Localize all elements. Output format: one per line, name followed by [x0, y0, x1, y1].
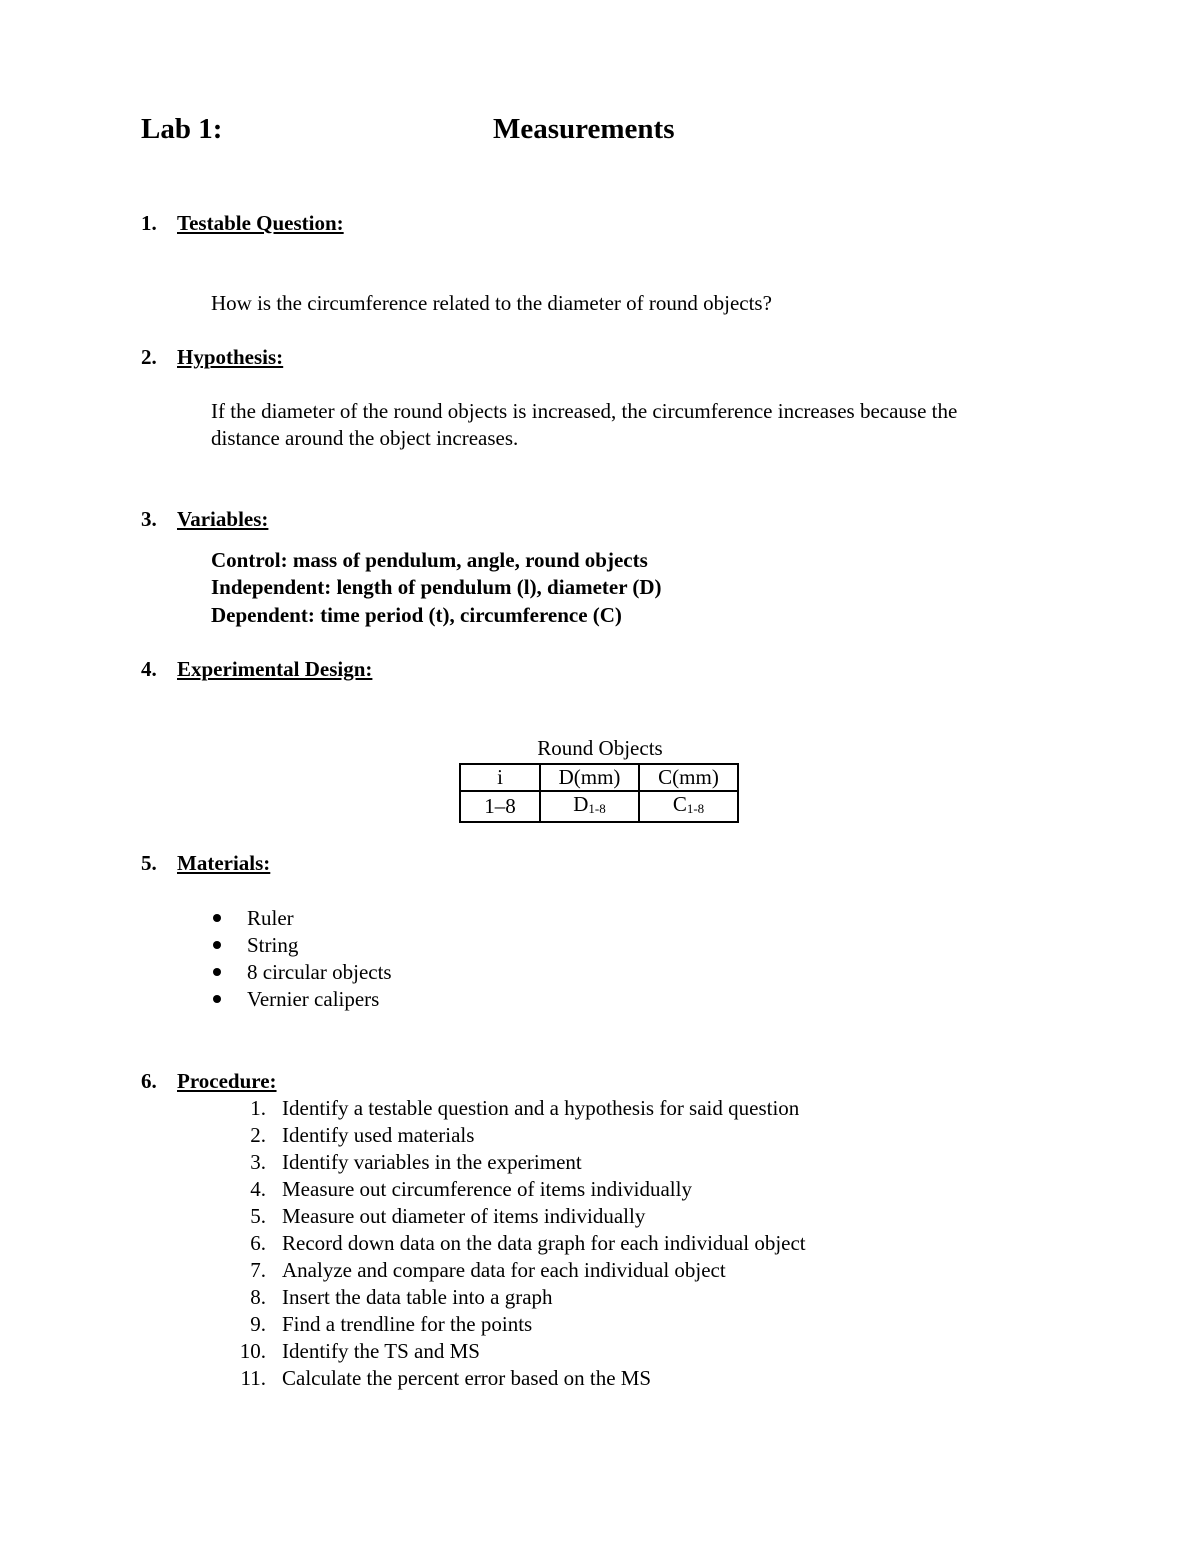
- procedure-step-number: 10.: [239, 1339, 266, 1363]
- cell-circumference-symbol: C: [672, 792, 687, 816]
- header-i: i: [460, 764, 540, 791]
- procedure-step: Insert the data table into a graph: [282, 1285, 553, 1309]
- table-header-row: [460, 764, 738, 791]
- hypothesis-line-1: If the diameter of the round objects is increased, the circumference increases because the: [211, 399, 958, 423]
- control-variable: Control: mass of pendulum, angle, round objects: [211, 548, 648, 572]
- procedure-step-number: 9.: [250, 1312, 266, 1336]
- procedure-step: Find a trendline for the points: [282, 1312, 533, 1336]
- cell-circumference: [639, 791, 738, 822]
- section-1-number: 1.: [141, 211, 157, 235]
- procedure-step: Record down data on the data graph for each individual object: [282, 1231, 806, 1255]
- header-diameter: D(mm): [540, 764, 639, 791]
- procedure-step: Measure out diameter of items individually: [282, 1204, 646, 1228]
- procedure-step: Identify variables in the experiment: [282, 1150, 582, 1174]
- procedure-step-number: 6.: [250, 1231, 266, 1255]
- dependent-variable: Dependent: time period (t), circumference (C): [211, 603, 622, 627]
- section-3-heading: Variables:: [177, 507, 269, 531]
- procedure-step-number: 5.: [250, 1204, 266, 1228]
- procedure-step-number: 7.: [250, 1258, 266, 1282]
- table-caption: Round Objects: [537, 736, 663, 760]
- cell-diameter-subscript: 1-8: [588, 801, 606, 816]
- procedure-step: Analyze and compare data for each individual object: [282, 1258, 726, 1282]
- testable-question-text: How is the circumference related to the diameter of round objects?: [211, 291, 772, 315]
- procedure-step: Identify a testable question and a hypothesis for said question: [282, 1096, 800, 1120]
- section-4-number: 4.: [141, 657, 157, 681]
- section-2-heading: Hypothesis:: [177, 345, 284, 369]
- bullet-icon: [213, 995, 221, 1003]
- section-4-heading: Experimental Design:: [177, 657, 373, 681]
- procedure-step-number: 8.: [250, 1285, 266, 1309]
- procedure-step-number: 2.: [250, 1123, 266, 1147]
- procedure-step-number: 4.: [250, 1177, 266, 1201]
- section-6-number: 6.: [141, 1069, 157, 1093]
- cell-circumference-subscript: 1-8: [686, 801, 705, 816]
- section-6-heading: Procedure:: [177, 1069, 277, 1093]
- section-2-number: 2.: [141, 345, 157, 369]
- cell-i: 1–8: [460, 791, 540, 822]
- cell-diameter: [540, 791, 639, 822]
- list-item: Vernier calipers: [247, 987, 380, 1011]
- procedure-step: Measure out circumference of items individually: [282, 1177, 692, 1201]
- procedure-step-number: 11.: [240, 1366, 266, 1390]
- section-5-number: 5.: [141, 851, 157, 875]
- procedure-step: Identify used materials: [282, 1123, 475, 1147]
- list-item: 8 circular objects: [247, 960, 392, 984]
- section-1-heading: Testable Question:: [177, 211, 344, 235]
- cell-diameter-symbol: D: [573, 792, 589, 816]
- procedure-step-number: 3.: [250, 1150, 266, 1174]
- bullet-icon: [213, 968, 221, 976]
- round-objects-table: [459, 763, 739, 823]
- procedure-step: Identify the TS and MS: [282, 1339, 480, 1363]
- page-title: Measurements: [493, 113, 675, 145]
- lab-label: Lab 1:: [141, 113, 223, 145]
- bullet-icon: [213, 941, 221, 949]
- section-5-heading: Materials:: [177, 851, 271, 875]
- procedure-step: Calculate the percent error based on the MS: [282, 1366, 652, 1390]
- procedure-step-number: 1.: [250, 1096, 266, 1120]
- header-circumference: C(mm): [639, 764, 738, 791]
- section-3-number: 3.: [141, 507, 157, 531]
- list-item: Ruler: [247, 906, 294, 930]
- table-row: [460, 791, 738, 822]
- list-item: String: [247, 933, 299, 957]
- bullet-icon: [213, 914, 221, 922]
- hypothesis-line-2: distance around the object increases.: [211, 426, 519, 450]
- independent-variable: Independent: length of pendulum (l), diameter (D): [211, 575, 662, 599]
